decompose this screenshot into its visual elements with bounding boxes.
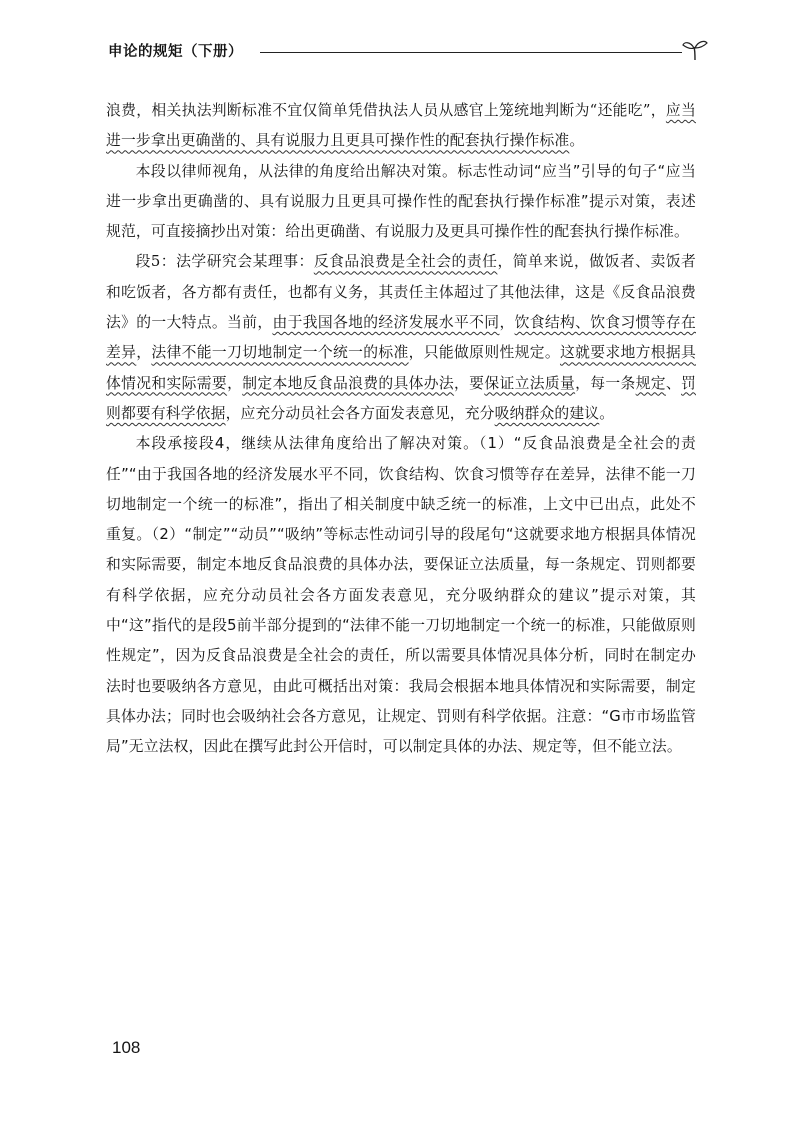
paragraph (106, 247, 696, 429)
text-run: ，应充分动员社会各方面发表意见，充分 (225, 404, 495, 422)
text-run: 。 (569, 132, 585, 150)
paragraph (106, 429, 696, 762)
text-run: 段5：法学研究会某理事： (135, 253, 314, 271)
wavy-underlined-text: 吸纳群众的建议 (494, 404, 600, 422)
paragraph (106, 157, 696, 248)
text-run: 。 (599, 404, 615, 422)
wavy-underlined-text: 法律不能一刀切地制定一个统一的标准 (151, 344, 409, 362)
wavy-underlined-text: 罚则都要有科学依据 (106, 374, 696, 422)
text-run: 、 (665, 374, 682, 392)
text-run: ，要 (454, 374, 485, 392)
wavy-underlined-text: 规定 (635, 374, 666, 392)
text-run: ，每一条 (575, 374, 636, 392)
wavy-underlined-text: 保证立法质量 (484, 374, 576, 392)
header-rule (260, 52, 682, 53)
text-run: 卖饭者和吃饭者，各方都有责任，也都有义务，其责任主体超过了其他法律，这是《反食品浪费法》的一大特点。当前， (106, 253, 697, 332)
text-run: ， (227, 374, 243, 392)
text-run: ，只能做原则性规定。 (408, 344, 560, 362)
text-run: 浪费，相关执法判断标准不宜仅简单凭借执法人员从感官上笼统地判断为“还能吃”， (106, 102, 666, 119)
wavy-underlined-text: 反食品浪费是全社会的责任 (313, 253, 498, 271)
wavy-underlined-text: 制定本地反食品浪费的具体办法 (242, 374, 455, 392)
wavy-underlined-text: 这就要求地方根据具体情况和实际需要 (106, 344, 696, 392)
wavy-underlined-text: 应当进一步拿出更确凿的、具有说服力且更具可操作性的配套执行操作标准 (106, 102, 696, 150)
page-body (106, 96, 696, 763)
running-header (108, 38, 708, 62)
text-run: ，简单来说，做饭者、 (497, 253, 651, 271)
text-run: ， (499, 314, 515, 332)
sprout-icon (682, 38, 708, 62)
wavy-underlined-text: 由于我国各地的经济发展水平不同 (272, 314, 500, 332)
paragraph (106, 96, 696, 157)
text-run: ， (136, 344, 152, 362)
book-title: 申论的规矩（下册） (108, 44, 243, 60)
page-number: 108 (112, 1038, 141, 1057)
text-run: 本段以律师视角，从法律的角度给出解决对策。标志性动词“应当”引导的句子“应当进一步拿出更确凿的、具有说服力且更具可操作性的配套执行操作标准”提示对策，表述规范，可直接摘抄出对策：给出更确凿、有说服力及更具可操作性的配套执行操作标准。 (106, 162, 696, 241)
wavy-underlined-text: 饮食结构、饮食习惯等存在差异 (106, 314, 696, 362)
text-run: 本段承接段4，继续从法律角度给出了解决对策。（1）“反食品浪费是全社会的责任”“由于我国各地的经济发展水平不同，饮食结构、饮食习惯等存在差异，法律不能一刀切地制定一个统一的标准”，指出了相关制度中缺乏统一的标准，上文中已出点，此处不重复。（2）“制定”“动员”“吸纳”等标志性动词引导的段尾句“这就要求地方根据具体情况和实际需要，制定本地反食品浪费的具体办法，要保证立法质量，每一条规定、罚则都要有科学依据，应充分动员社会各方面发表意见，充分吸纳群众的建议”提示对策，其中“这”指代的是段5前半部分提到的“法律不能一刀切地制定一个统一的标准，只能做原则性规定”，因为反食品浪费是全社会的责任，所以需要具体情况具体分析，同时在制定办法时也要吸纳各方意见，由此可概括出对策：我局会根据本地具体情况和实际需要，制定具体办法；同时也会吸纳社会各方意见，让规定、罚则有科学依据。注意：“G市市场监管局”无立法权，因此在撰写此封公开信时，可以制定具体的办法、规定等，但不能立法。 (106, 435, 696, 756)
